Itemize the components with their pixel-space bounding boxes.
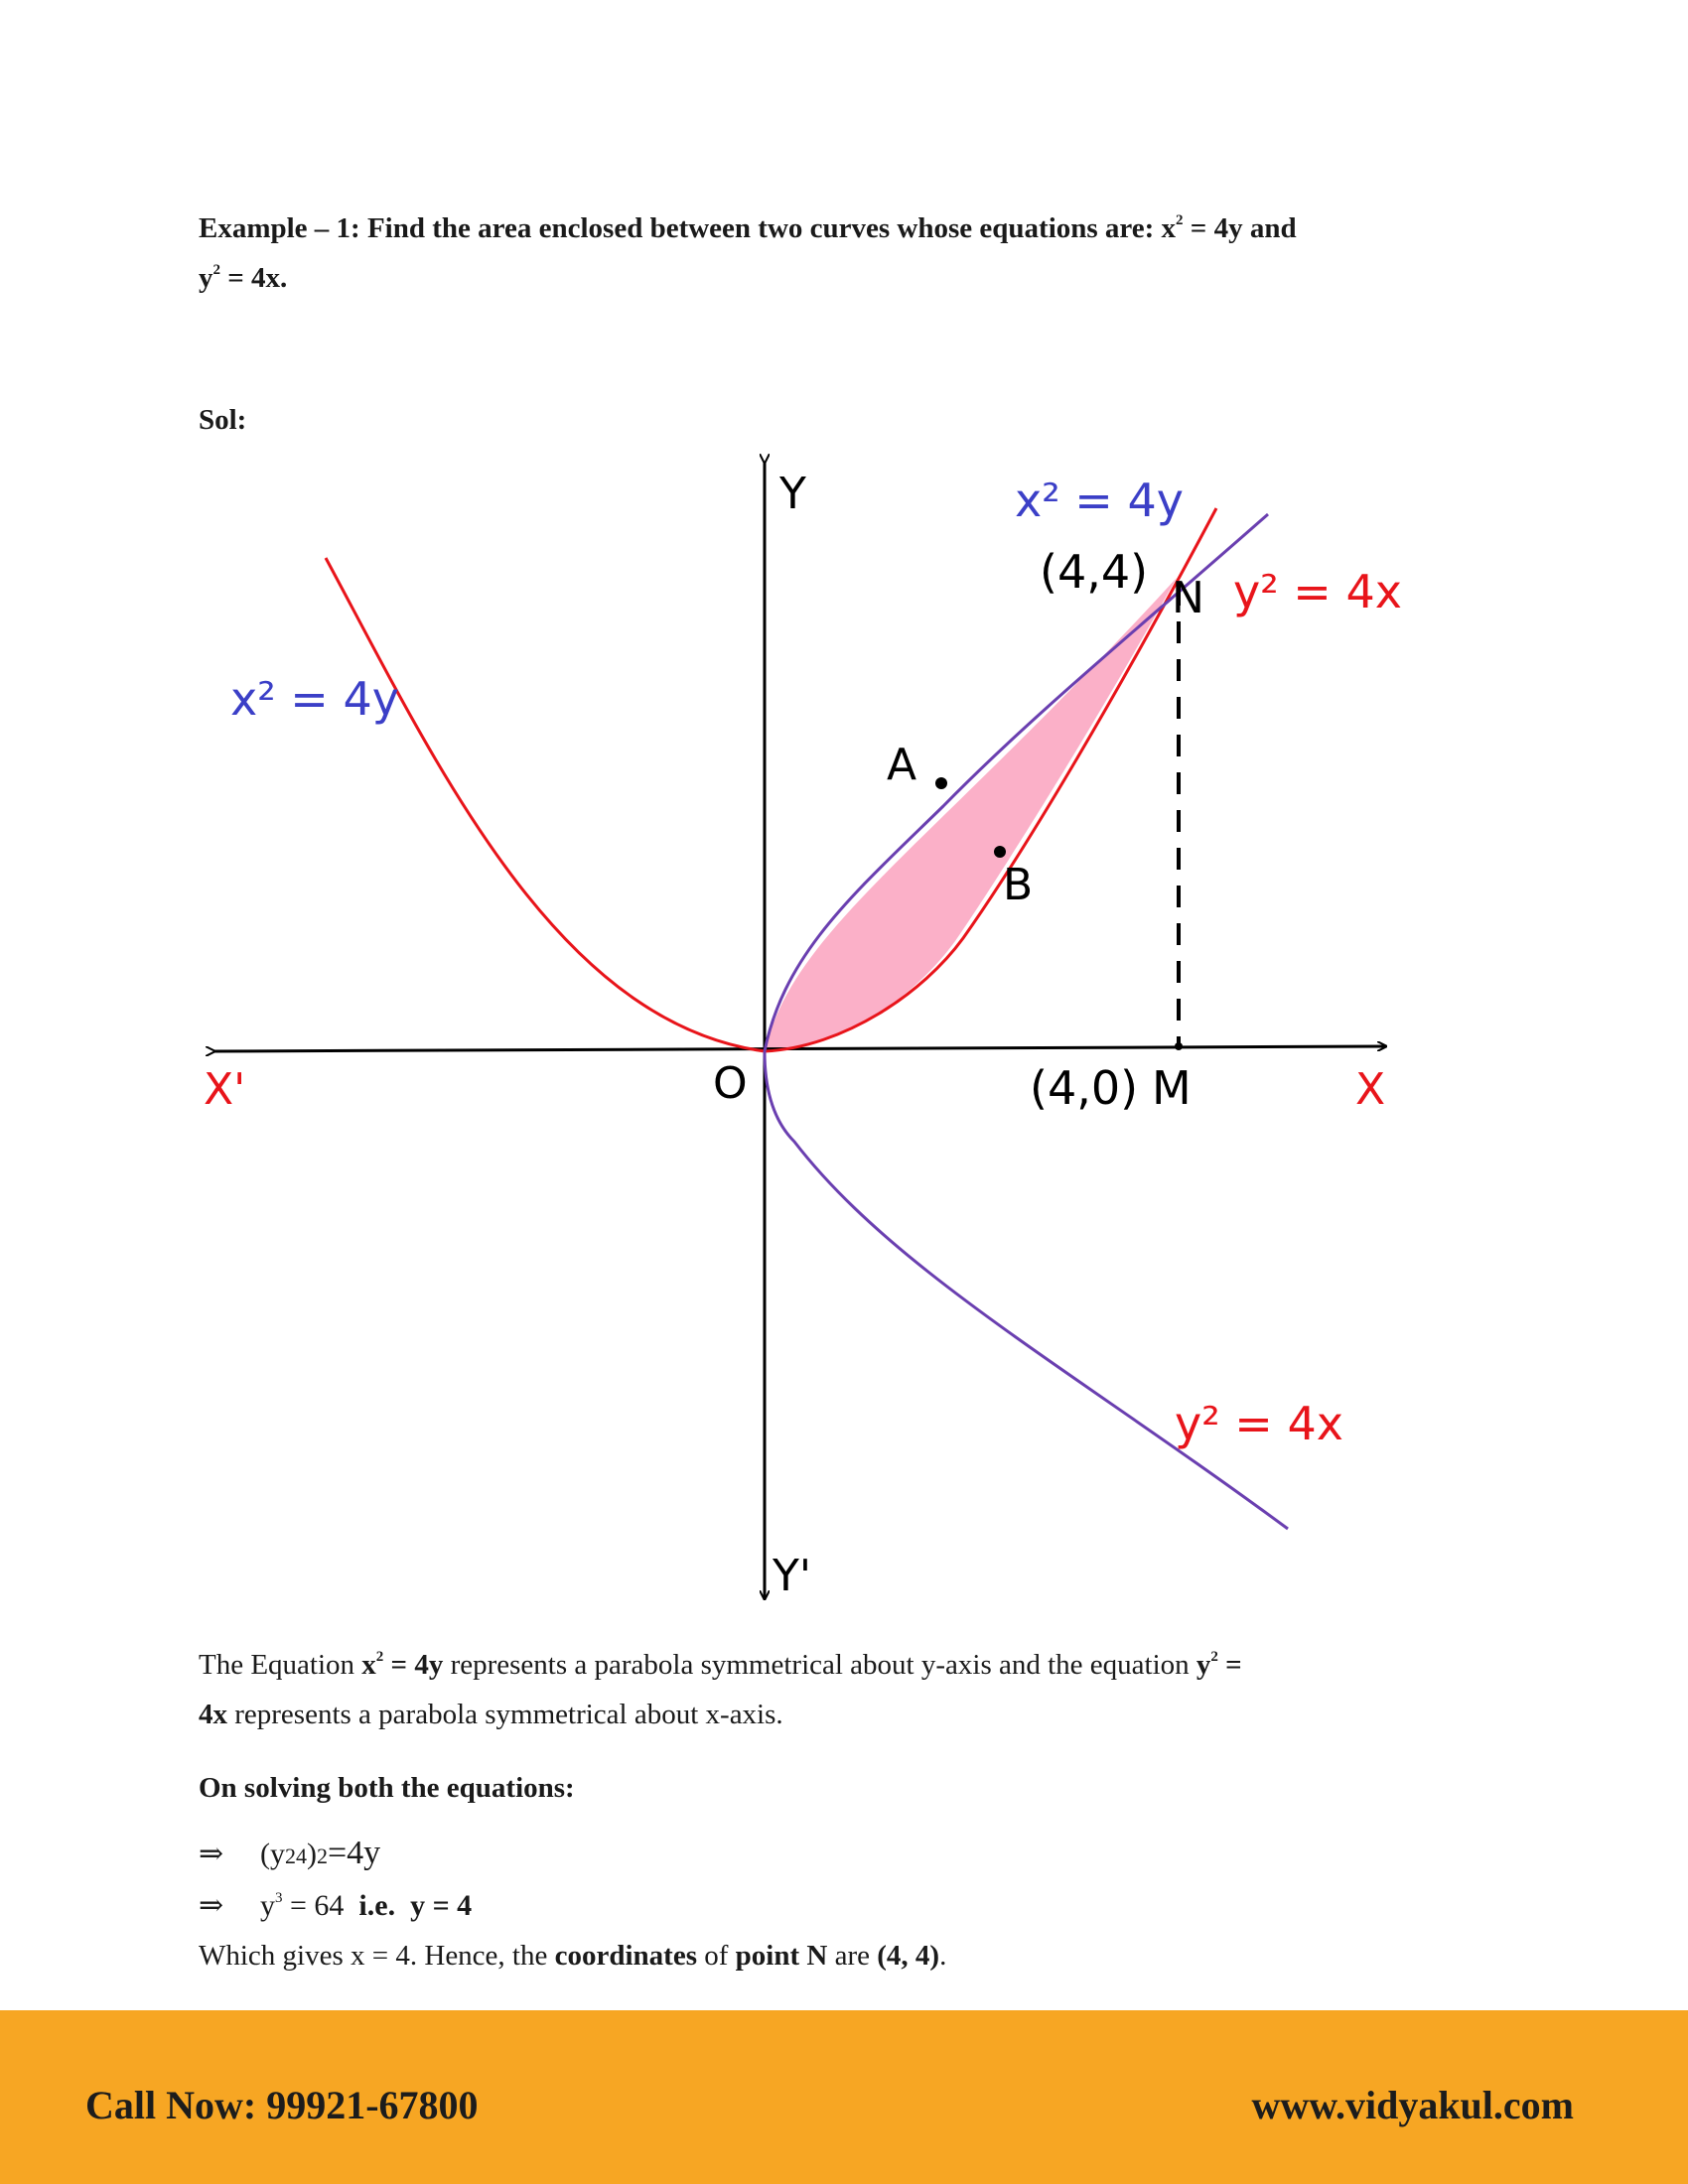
explanation-paragraph: The Equation $x^2 = 4y$ represents a parabola symmetrical about y-axis and the equation $y^2$ = 4x represents a parabola symmetrical about x-axis.: [199, 1649, 1242, 1730]
point-m-label: M: [1152, 1061, 1192, 1115]
top-curve-label: x² = 4y: [1015, 474, 1184, 527]
axis-x-neg-label: X': [204, 1064, 246, 1115]
step-2: ⇒ $y^3 = 64$ i.e. y = 4: [199, 1881, 472, 1931]
implies-symbol: ⇒: [199, 1889, 224, 1922]
point-n-label: N: [1172, 573, 1204, 623]
example-question: Example – 1: Find the area enclosed between two curves whose equations are: $x^2 = 4y$ and $y^2 = 4x$.: [199, 212, 1297, 294]
point-a-marker: [935, 777, 947, 789]
axis-y-neg-label: Y': [773, 1551, 811, 1601]
coord-n-label: (4,4): [1040, 545, 1149, 599]
red-curve-left: [326, 558, 765, 1051]
step-1: ⇒ (y24)2=4y: [199, 1829, 380, 1881]
bottom-curve-label: y² = 4x: [1175, 1397, 1343, 1450]
origin-label: O: [713, 1058, 748, 1109]
point-a-label: A: [887, 740, 917, 790]
axis-y-label: Y: [779, 469, 806, 519]
point-m-marker: [1175, 1042, 1183, 1050]
website-link[interactable]: www.vidyakul.com: [1251, 2083, 1574, 2127]
coord-m-label: (4,0): [1030, 1061, 1139, 1115]
footer-banner: [0, 2010, 1688, 2184]
right-curve-label: y² = 4x: [1233, 565, 1402, 618]
point-b-label: B: [1003, 860, 1034, 910]
implies-symbol: ⇒: [199, 1838, 224, 1870]
conclusion: Which gives x = 4. Hence, the coordinates of point N are (4, 4).: [199, 1940, 947, 1972]
point-b-marker: [994, 846, 1006, 858]
left-curve-label: x² = 4y: [230, 672, 399, 726]
solving-heading: On solving both the equations:: [199, 1772, 575, 1804]
sol-label: Sol:: [199, 404, 247, 436]
parabola-graph: [0, 437, 1688, 1608]
axis-x-label: X: [1355, 1064, 1386, 1115]
purple-curve-lower: [765, 1051, 1288, 1529]
call-now-text: Call Now: 99921-67800: [85, 2083, 479, 2127]
